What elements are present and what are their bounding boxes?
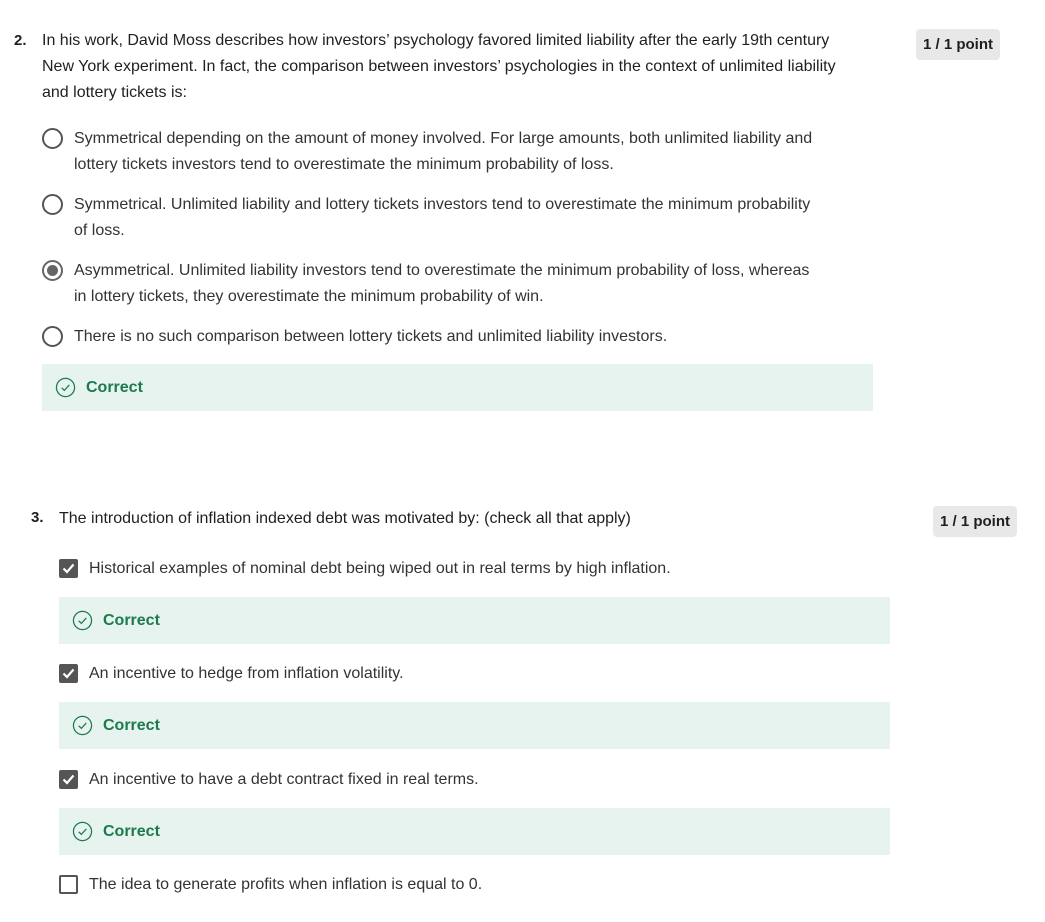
- option-label: An incentive to have a debt contract fixed in real terms.: [89, 771, 479, 788]
- feedback-label: Correct: [86, 378, 143, 396]
- checkmark-icon: [62, 774, 75, 785]
- question-2-points-badge: 1 / 1 point: [916, 29, 1000, 60]
- option-label-line: of loss.: [74, 222, 125, 239]
- checkmark-icon: [62, 668, 75, 679]
- option-label: An incentive to hedge from inflation volatility.: [89, 665, 404, 682]
- option-label: [74, 258, 809, 310]
- option-label-line: Symmetrical. Unlimited liability and lottery tickets investors tend to overestimate the minimum probability: [74, 196, 811, 213]
- checkmark-icon: [62, 563, 75, 574]
- question-3-text: The introduction of inflation indexed debt was motivated by: (check all that apply): [59, 510, 631, 527]
- checkbox-checked[interactable]: [59, 664, 78, 683]
- radio-button-selected[interactable]: [42, 260, 63, 281]
- question-2-option-4[interactable]: [42, 324, 667, 350]
- check-circle-icon: [55, 377, 76, 398]
- option-label: The idea to generate profits when inflation is equal to 0.: [89, 876, 483, 893]
- radio-button[interactable]: [42, 194, 63, 215]
- question-2-option-1[interactable]: [42, 126, 812, 178]
- option-label-line: Asymmetrical. Unlimited liability investors tend to overestimate the minimum probability of loss, whereas: [74, 262, 810, 279]
- question-3-option-1-feedback: [59, 597, 890, 644]
- option-label: [74, 192, 810, 244]
- question-3-option-2-feedback: [59, 702, 890, 749]
- question-2-text-line: New York experiment. In fact, the comparison between investors’ psychologies in the context of unlimited liability: [42, 58, 836, 75]
- feedback-label: Correct: [103, 822, 160, 840]
- feedback-label: Correct: [103, 611, 160, 629]
- option-label: [74, 324, 667, 350]
- checkbox-checked[interactable]: [59, 770, 78, 789]
- option-label: Historical examples of nominal debt being wiped out in real terms by high inflation.: [89, 560, 671, 577]
- option-label-line: lottery tickets investors tend to overestimate the minimum probability of loss.: [74, 156, 614, 173]
- check-circle-icon: [72, 821, 93, 842]
- question-3-number: 3.: [31, 509, 44, 526]
- option-label-line: in lottery tickets, they overestimate the minimum probability of win.: [74, 288, 544, 305]
- question-3-option-3-feedback: [59, 808, 890, 855]
- question-3-option-2[interactable]: [59, 661, 404, 687]
- question-3-points-badge: 1 / 1 point: [933, 506, 1017, 537]
- check-circle-icon: [72, 610, 93, 631]
- question-2-option-2[interactable]: [42, 192, 810, 244]
- radio-button[interactable]: [42, 128, 63, 149]
- radio-button[interactable]: [42, 326, 63, 347]
- question-3-option-1[interactable]: [59, 556, 671, 582]
- checkbox[interactable]: [59, 875, 78, 894]
- question-2-text-line: and lottery tickets is:: [42, 84, 187, 101]
- question-2-text-line: In his work, David Moss describes how investors’ psychology favored limited liability after the early 19th century: [42, 32, 830, 49]
- question-2-number: 2.: [14, 32, 27, 49]
- feedback-label: Correct: [103, 716, 160, 734]
- check-circle-icon: [72, 715, 93, 736]
- question-2-feedback: [42, 364, 873, 411]
- question-3-option-3[interactable]: [59, 767, 479, 793]
- question-3-option-4[interactable]: [59, 872, 482, 898]
- checkbox-checked[interactable]: [59, 559, 78, 578]
- question-2-text: [42, 28, 892, 106]
- option-label-line: Symmetrical depending on the amount of money involved. For large amounts, both unlimited liability and: [74, 130, 813, 147]
- option-label-line: There is no such comparison between lottery tickets and unlimited liability investors.: [74, 328, 668, 345]
- option-label: [74, 126, 812, 178]
- question-2-option-3[interactable]: [42, 258, 809, 310]
